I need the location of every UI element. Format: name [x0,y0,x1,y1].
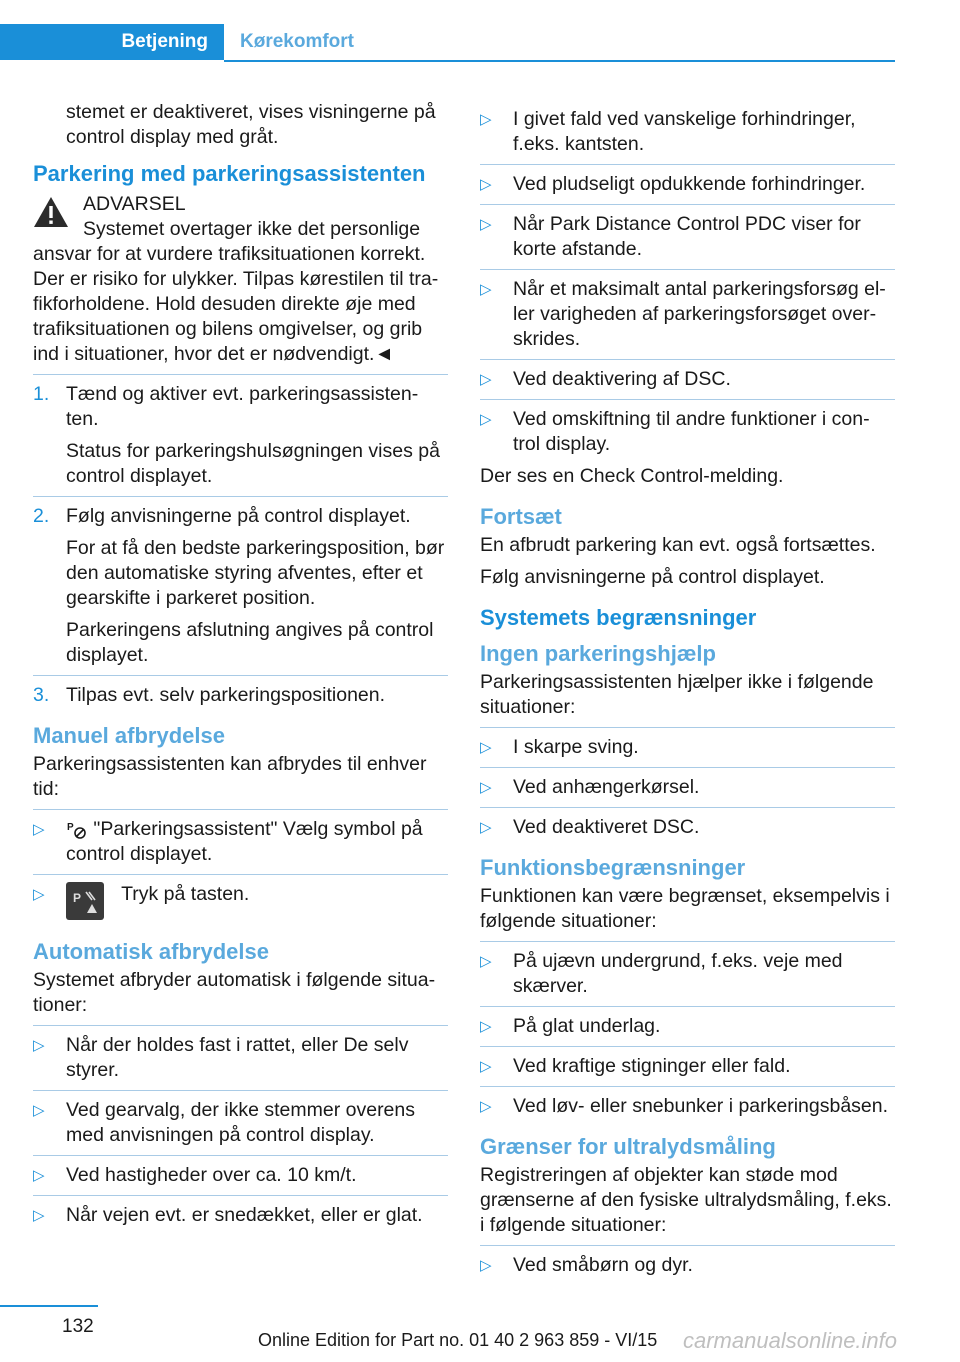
auto-intro: Systemet afbryder automatisk i følgende situa-tioner: [33,969,436,1016]
list-item [480,815,895,840]
list-item-text: Ved hastigheder over ca. 10 km/t. [66,1164,357,1186]
list-item [480,1253,895,1278]
heading-parking: Parkering med parkeringsassistenten [33,161,426,186]
warning-text: ansvar for at vurdere trafiksituationen korrekt. Der er risiko for ulykker. Tilpas kørestilen til tra-fikforholdene. Hold desuden direkte øje med trafiksituationen og bilens omgivelser, og grib ind i situationer, hvor det er nødvendigt.◄ [33,243,439,365]
list-item-text: Ved gearvalg, der ikke stemmer overens med anvisningen på control display. [66,1099,416,1146]
divider [480,727,895,728]
list-item-text: I givet fald ved vanskelige forhindringer, f.eks. kantsten. [513,108,856,155]
check-control-text: Der ses en Check Control-melding. [480,465,784,487]
step-sub: Parkeringens afslutning angives på control displayet. [66,619,434,666]
list-item [480,1054,895,1079]
list-item [33,1033,448,1083]
edition-text: Online Edition for Part no. 01 40 2 963 859 - VI/15 [258,1330,658,1350]
list-item-text: Når vejen evt. er snedækket, eller er glat. [66,1204,423,1226]
heading-limits: Systemets begrænsninger [480,605,757,630]
list-item-text: På ujævn undergrund, f.eks. veje med skærver. [513,950,843,997]
warning-title: ADVARSEL [83,193,186,215]
heading-auto: Automatisk afbrydelse [33,939,269,964]
divider [33,1025,448,1026]
list-item [480,407,895,457]
triangle-right-icon: ▷ [33,1037,45,1054]
list-item [480,735,895,760]
divider [480,399,895,400]
divider [33,496,448,497]
list-item [480,1014,895,1039]
right-column [480,100,895,1285]
heading-funclimits: Funktionsbegrænsninger [480,855,746,880]
divider [33,1195,448,1196]
tab-betjening[interactable]: Betjening [0,24,224,60]
noassist-intro: Parkeringsassistenten hjælper ikke i følgende situationer: [480,671,874,718]
divider [33,809,448,810]
step-text: Tilpas evt. selv parkeringspositionen. [66,684,386,706]
list-item [480,949,895,999]
header-tabs [0,24,895,62]
footer-line [0,1305,98,1307]
triangle-right-icon: ▷ [480,1257,492,1274]
triangle-right-icon: ▷ [480,779,492,796]
divider [480,1046,895,1047]
list-item [480,775,895,800]
step-number: 3. [33,684,50,706]
triangle-right-icon: ▷ [480,819,492,836]
list-item [33,817,448,867]
step-sub: Status for parkeringshulsøgningen vises på control displayet. [66,440,440,487]
divider [33,1155,448,1156]
divider [33,675,448,676]
triangle-right-icon: ▷ [480,176,492,193]
continue-text-1: En afbrudt parkering kan evt. også fortsættes. [480,534,876,556]
list-item [480,172,895,197]
divider [480,1086,895,1087]
divider [480,941,895,942]
list-item-text: Ved løv- eller snebunker i parkeringsbåsen. [513,1095,889,1117]
list-item-text: Når et maksimalt antal parkeringsforsøg el-ler varigheden af parkeringsforsøget over-skrides. [513,278,886,350]
list-item [480,367,895,392]
parking-assistant-icon [66,819,88,841]
intro-text: stemet er deaktiveret, vises visningerne på control display med gråt. [66,101,436,148]
continue-text-2: Følg anvisningerne på control displayet. [480,566,825,588]
triangle-right-icon: ▷ [33,821,45,838]
divider [33,1090,448,1091]
divider [480,204,895,205]
list-item-text: I skarpe sving. [513,736,639,758]
triangle-right-icon: ▷ [33,1167,45,1184]
divider [33,874,448,875]
divider [480,164,895,165]
list-item-text: Ved kraftige stigninger eller fald. [513,1055,791,1077]
list-item [480,1094,895,1119]
manual-intro: Parkeringsassistenten kan afbrydes til enhver tid: [33,753,427,800]
divider [480,1006,895,1007]
heading-manual: Manuel afbrydelse [33,723,225,748]
list-item-text: "Parkeringsassistent" Vælg symbol på control displayet. [66,818,423,865]
svg-text:P: P [67,821,74,833]
warning-block [33,192,448,367]
heading-ultra: Grænser for ultralydsmåling [480,1134,776,1159]
list-item-text: Ved deaktiveret DSC. [513,816,700,838]
step-number: 1. [33,383,50,405]
step-text: Følg anvisningerne på control displayet. [66,505,411,527]
watermark: carmanualsonline.info [683,1328,898,1353]
divider [480,807,895,808]
step-1 [33,382,448,489]
heading-noassist: Ingen parkeringshjælp [480,641,716,666]
list-item [480,277,895,352]
step-3 [33,683,448,708]
triangle-right-icon: ▷ [480,1018,492,1035]
divider [480,359,895,360]
triangle-right-icon: ▷ [480,111,492,128]
list-item-text: Ved småbørn og dyr. [513,1254,693,1276]
list-item-text: Ved anhængerkørsel. [513,776,700,798]
list-item-text: Når der holdes fast i rattet, eller De selv styrer. [66,1034,409,1081]
list-item [33,1163,448,1188]
funclimits-intro: Funktionen kan være begrænset, eksempelvis i følgende situationer: [480,885,890,932]
triangle-right-icon: ▷ [480,739,492,756]
parking-button-icon [66,882,104,920]
list-item [480,107,895,157]
triangle-right-icon: ▷ [480,1058,492,1075]
triangle-right-icon: ▷ [33,1207,45,1224]
list-item [33,1098,448,1148]
divider [480,269,895,270]
page-number: 132 [62,1316,94,1337]
divider [33,374,448,375]
step-2 [33,504,448,668]
triangle-right-icon: ▷ [33,1102,45,1119]
ultra-intro: Registreringen af objekter kan støde mod grænserne af den fysiske ultralydsmåling, f.eks. i følgende situationer: [480,1164,892,1236]
triangle-right-icon: ▷ [480,281,492,298]
divider [480,1245,895,1246]
list-item-text: Ved pludseligt opdukkende forhindringer. [513,173,866,195]
list-item [33,882,448,924]
list-item-text: Ved omskiftning til andre funktioner i con-trol display. [513,408,870,455]
step-sub: For at få den bedste parkeringsposition, bør den automatiske styring afventes, efter et gearskifte i parkeret position. [66,537,445,609]
divider [480,767,895,768]
header-underline [224,60,895,62]
left-column [33,100,448,1235]
heading-continue: Fortsæt [480,504,562,529]
step-number: 2. [33,505,50,527]
warning-line-1: Systemet overtager ikke det personlige [83,218,421,240]
svg-text:P: P [73,891,82,905]
triangle-right-icon: ▷ [480,216,492,233]
step-text: Tænd og aktiver evt. parkeringsassisten-ten. [66,383,419,430]
list-item-text: Når Park Distance Control PDC viser for korte afstande. [513,213,861,260]
list-item-text: Tryk på tasten. [121,883,250,905]
triangle-right-icon: ▷ [480,1098,492,1115]
triangle-right-icon: ▷ [480,371,492,388]
triangle-right-icon: ▷ [480,411,492,428]
list-item [33,1203,448,1228]
list-item-text: Ved deaktivering af DSC. [513,368,731,390]
triangle-right-icon: ▷ [33,886,45,903]
list-item-text: På glat underlag. [513,1015,661,1037]
tab-korekomfort[interactable]: Kørekomfort [240,31,355,52]
triangle-right-icon: ▷ [480,953,492,970]
warning-triangle-icon [33,196,69,228]
list-item [480,212,895,262]
